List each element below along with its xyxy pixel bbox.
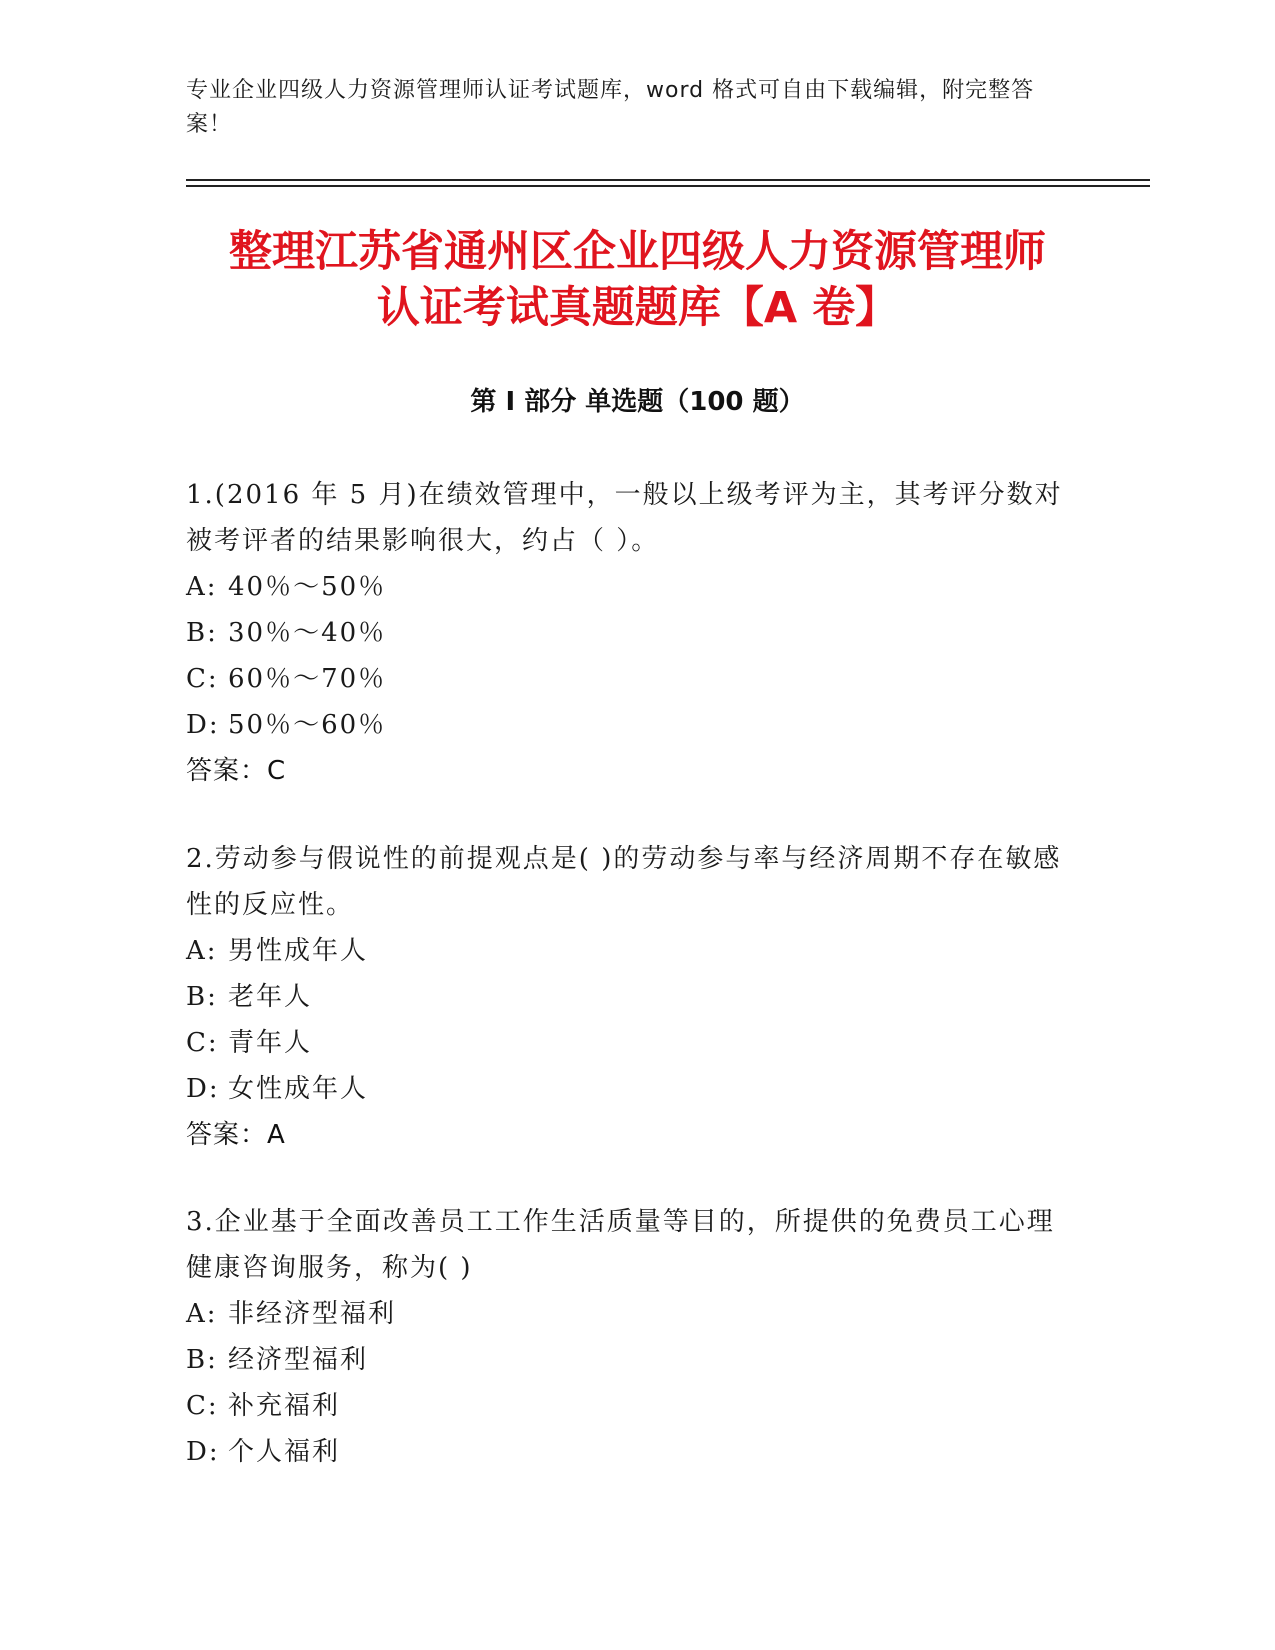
option-letter: B: bbox=[186, 982, 218, 1012]
option-c bbox=[186, 1020, 1066, 1066]
question-2 bbox=[186, 836, 1066, 1158]
option-a bbox=[186, 1291, 1066, 1337]
header-divider-top bbox=[186, 179, 1150, 181]
option-text: 老年人 bbox=[228, 982, 313, 1012]
section-heading: 第 I 部分 单选题（100 题） bbox=[470, 387, 805, 417]
option-letter: B: bbox=[186, 618, 218, 648]
option-letter: A: bbox=[186, 572, 218, 602]
option-d bbox=[186, 702, 1066, 748]
option-letter: D: bbox=[186, 1437, 220, 1467]
option-letter: A: bbox=[186, 1299, 218, 1329]
option-letter: D: bbox=[186, 710, 220, 740]
option-text: 非经济型福利 bbox=[228, 1299, 397, 1329]
option-letter: B: bbox=[186, 1345, 218, 1375]
title-line-1: 整理江苏省通州区企业四级人力资源管理师 bbox=[229, 227, 1046, 277]
document-title bbox=[150, 224, 1125, 336]
option-letter: A: bbox=[186, 936, 218, 966]
option-letter: C: bbox=[186, 1391, 219, 1421]
option-b bbox=[186, 974, 1066, 1020]
header-divider-bottom bbox=[186, 185, 1150, 187]
option-a bbox=[186, 564, 1066, 610]
option-text: 个人福利 bbox=[228, 1437, 341, 1467]
option-text: 经济型福利 bbox=[228, 1345, 369, 1375]
option-c bbox=[186, 1383, 1066, 1429]
option-text: 青年人 bbox=[228, 1028, 313, 1058]
option-d bbox=[186, 1066, 1066, 1112]
question-stem: 3.企业基于全面改善员工工作生活质量等目的，所提供的免费员工心理健康咨询服务，称为( ) bbox=[186, 1207, 1055, 1283]
option-b bbox=[186, 1337, 1066, 1383]
option-text: 60％～70％ bbox=[228, 664, 387, 694]
option-text: 女性成年人 bbox=[228, 1074, 369, 1104]
answer: 答案：A bbox=[186, 1120, 286, 1150]
option-d bbox=[186, 1429, 1066, 1475]
header-note: 专业企业四级人力资源管理师认证考试题库，word 格式可自由下载编辑，附完整答案！ bbox=[186, 78, 1035, 137]
option-letter: C: bbox=[186, 664, 219, 694]
option-a bbox=[186, 928, 1066, 974]
question-3 bbox=[186, 1199, 1066, 1475]
option-c bbox=[186, 656, 1066, 702]
option-text: 50％～60％ bbox=[228, 710, 387, 740]
question-stem: 1.(2016 年 5 月)在绩效管理中，一般以上级考评为主，其考评分数对被考评者的结果影响很大，约占（ ）。 bbox=[186, 480, 1063, 556]
option-letter: D: bbox=[186, 1074, 220, 1104]
option-text: 补充福利 bbox=[228, 1391, 341, 1421]
option-b bbox=[186, 610, 1066, 656]
question-stem: 2.劳动参与假说性的前提观点是( )的劳动参与率与经济周期不存在敏感性的反应性。 bbox=[186, 844, 1062, 920]
question-1 bbox=[186, 472, 1066, 794]
option-text: 30％～40％ bbox=[228, 618, 387, 648]
option-letter: C: bbox=[186, 1028, 219, 1058]
option-text: 40％～50％ bbox=[228, 572, 387, 602]
answer: 答案：C bbox=[186, 756, 287, 786]
title-line-2: 认证考试真题题库【A 卷】 bbox=[376, 283, 899, 333]
option-text: 男性成年人 bbox=[228, 936, 369, 966]
